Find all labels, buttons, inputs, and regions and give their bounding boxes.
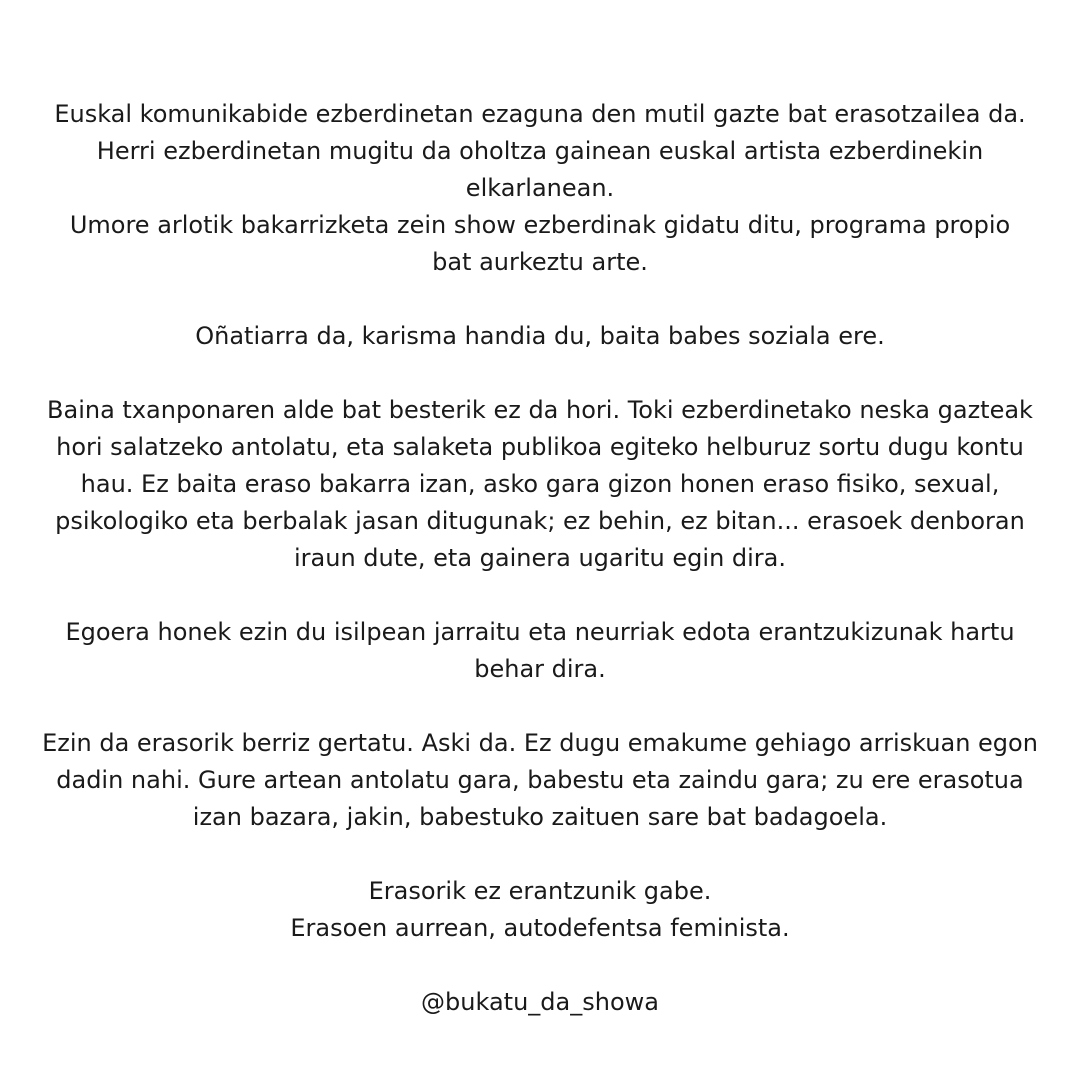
paragraph-origin [30, 318, 1050, 355]
text-line: Euskal komunikabide ezberdinetan ezaguna den mutil gazte bat erasotzailea da. [54, 100, 1026, 128]
paragraph-slogan [30, 873, 1050, 947]
text-line: Erasorik ez erantzunik gabe. [368, 877, 712, 905]
paragraph-support [30, 725, 1050, 836]
text-line: hau. Ez baita eraso bakarra izan, asko gara gizon honen eraso fisiko, sexual, [80, 470, 1000, 498]
text-line: Oñatiarra da, karisma handia du, baita babes soziala ere. [195, 322, 885, 350]
account-handle [30, 984, 1050, 1021]
text-line: izan bazara, jakin, babestuko zaituen sare bat badagoela. [192, 803, 888, 831]
paragraph-demand [30, 614, 1050, 688]
statement-text [0, 96, 1080, 1021]
text-line: bat aurkeztu arte. [432, 248, 648, 276]
text-line: Ezin da erasorik berriz gertatu. Aski da. Ez dugu emakume gehiago arriskuan egon [42, 729, 1038, 757]
text-line: elkarlanean. [465, 174, 615, 202]
text-line: iraun dute, eta gainera ugaritu egin dira. [293, 544, 787, 572]
text-line: hori salatzeko antolatu, eta salaketa publikoa egiteko helburuz sortu dugu kontu [56, 433, 1024, 461]
paragraph-accusation [30, 392, 1050, 577]
text-line: Erasoen aurrean, autodefentsa feminista. [290, 914, 790, 942]
paragraph-intro [30, 96, 1050, 281]
text-line: psikologiko eta berbalak jasan ditugunak; ez behin, ez bitan... erasoek denboran [55, 507, 1025, 535]
text-line: dadin nahi. Gure artean antolatu gara, babestu eta zaindu gara; zu ere erasotua [56, 766, 1024, 794]
text-line: behar dira. [474, 655, 606, 683]
account-handle-text: @bukatu_da_showa [421, 988, 659, 1016]
text-line: Egoera honek ezin du isilpean jarraitu eta neurriak edota erantzukizunak hartu [65, 618, 1015, 646]
text-line: Umore arlotik bakarrizketa zein show ezberdinak gidatu ditu, programa propio [69, 211, 1011, 239]
text-line: Baina txanponaren alde bat besterik ez da hori. Toki ezberdinetako neska gazteak [47, 396, 1033, 424]
text-line: Herri ezberdinetan mugitu da oholtza gainean euskal artista ezberdinekin [96, 137, 984, 165]
